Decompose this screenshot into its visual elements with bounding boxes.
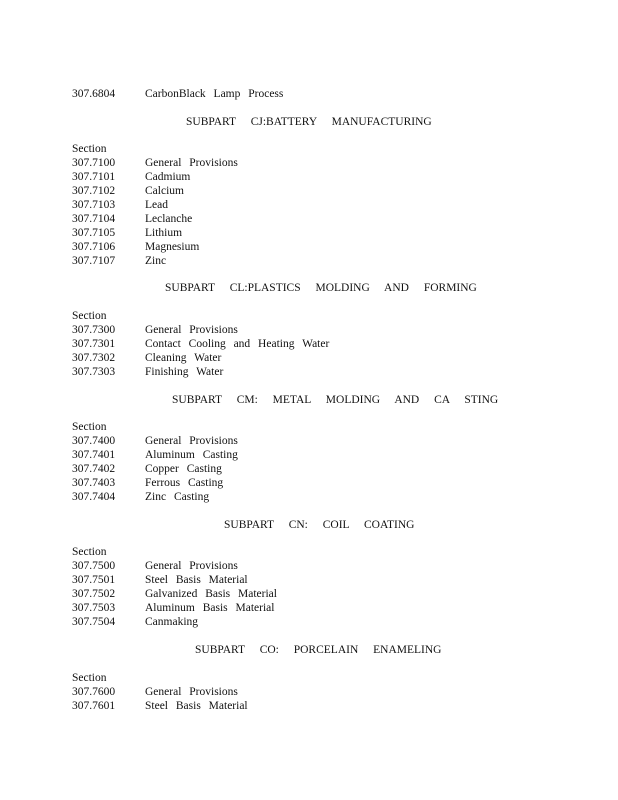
section-title: Calcium xyxy=(145,185,184,197)
section-title: Lead xyxy=(145,199,168,211)
section-number: 307.7601 xyxy=(72,700,116,712)
section-title: Zinc Casting xyxy=(145,491,210,503)
section-title: General Provisions xyxy=(145,435,238,447)
section-title: Finishing Water xyxy=(145,366,224,378)
section-number: 307.7500 xyxy=(72,560,116,572)
section-number: 307.6804 xyxy=(72,88,116,100)
section-title: Canmaking xyxy=(145,616,199,628)
subpart-heading-cm: SUBPART CM: METAL MOLDING AND CA STING xyxy=(172,394,499,406)
section-number: 307.7100 xyxy=(72,157,116,169)
section-number: 307.7104 xyxy=(72,213,116,225)
section-number: 307.7302 xyxy=(72,352,116,364)
section-title: Aluminum Basis Material xyxy=(145,602,275,614)
section-label: Section xyxy=(72,672,107,684)
section-title: General Provisions xyxy=(145,560,238,572)
section-title: Cleaning Water xyxy=(145,352,222,364)
section-title: Steel Basis Material xyxy=(145,700,248,712)
section-title: General Provisions xyxy=(145,686,238,698)
section-number: 307.7106 xyxy=(72,241,116,253)
section-number: 307.7103 xyxy=(72,199,116,211)
section-number: 307.7101 xyxy=(72,171,116,183)
section-number: 307.7402 xyxy=(72,463,116,475)
section-number: 307.7404 xyxy=(72,491,116,503)
section-title: Contact Cooling and Heating Water xyxy=(145,338,330,350)
section-number: 307.7503 xyxy=(72,602,116,614)
section-number: 307.7107 xyxy=(72,255,116,267)
subpart-heading-cl: SUBPART CL:PLASTICS MOLDING AND FORMING xyxy=(165,282,477,294)
section-title: Ferrous Casting xyxy=(145,477,224,489)
subpart-heading-cn: SUBPART CN: COIL COATING xyxy=(224,519,415,531)
section-number: 307.7300 xyxy=(72,324,116,336)
section-title: Steel Basis Material xyxy=(145,574,248,586)
section-number: 307.7501 xyxy=(72,574,116,586)
section-number: 307.7303 xyxy=(72,366,116,378)
section-title: Cadmium xyxy=(145,171,191,183)
section-number: 307.7401 xyxy=(72,449,116,461)
subpart-heading-cj: SUBPART CJ:BATTERY MANUFACTURING xyxy=(186,116,432,128)
section-number: 307.7105 xyxy=(72,227,116,239)
section-title: Copper Casting xyxy=(145,463,222,475)
section-label: Section xyxy=(72,421,107,433)
section-label: Section xyxy=(72,310,107,322)
section-number: 307.7504 xyxy=(72,616,116,628)
section-title: Galvanized Basis Material xyxy=(145,588,277,600)
top-entry xyxy=(72,87,284,101)
section-title: Lithium xyxy=(145,227,183,239)
section-number: 307.7301 xyxy=(72,338,116,350)
section-title: General Provisions xyxy=(145,324,238,336)
subpart-heading-co: SUBPART CO: PORCELAIN ENAMELING xyxy=(195,644,442,656)
section-title: General Provisions xyxy=(145,157,238,169)
section-number: 307.7102 xyxy=(72,185,116,197)
section-title: Magnesium xyxy=(145,241,200,253)
section-number: 307.7502 xyxy=(72,588,116,600)
section-number: 307.7403 xyxy=(72,477,116,489)
section-title: Zinc xyxy=(145,255,167,267)
section-label: Section xyxy=(72,143,107,155)
section-number: 307.7400 xyxy=(72,435,116,447)
section-number: 307.7600 xyxy=(72,686,116,698)
section-title: CarbonBlack Lamp Process xyxy=(145,88,284,100)
section-title: Leclanche xyxy=(145,213,193,225)
section-title: Aluminum Casting xyxy=(145,449,238,461)
section-label: Section xyxy=(72,546,107,558)
